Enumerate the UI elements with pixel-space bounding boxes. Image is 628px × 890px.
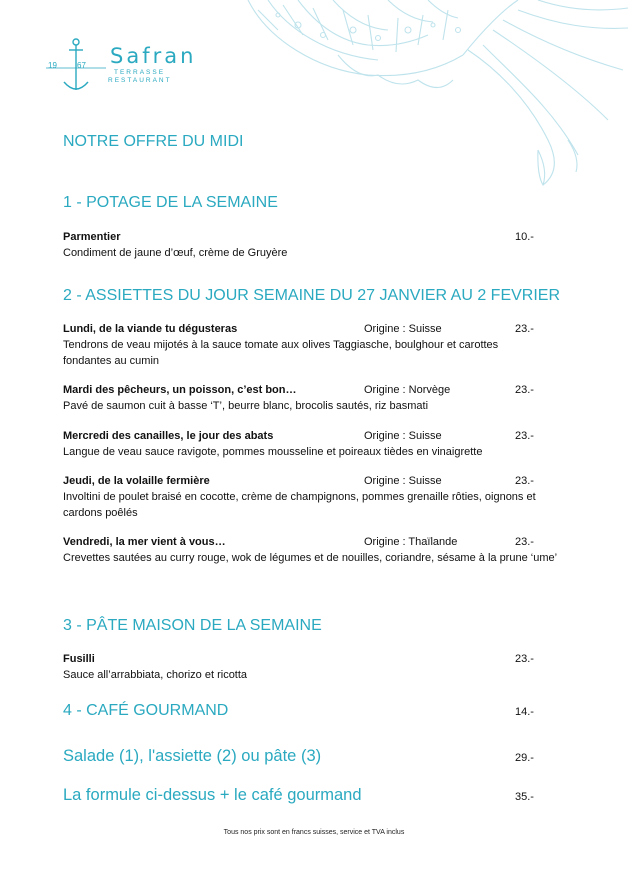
formula-label: Salade (1), l'assiette (2) ou pâte (3): [63, 747, 322, 765]
item-name: Mardi des pêcheurs, un poisson, c’est bon…: [63, 384, 297, 396]
item-name: Jeudi, de la volaille fermière: [63, 475, 210, 487]
section-heading-potage: 1 - POTAGE DE LA SEMAINE: [63, 194, 278, 211]
item-description: Condiment de jaune d’œuf, crème de Gruyère: [63, 247, 288, 259]
item-name: Parmentier: [63, 231, 121, 243]
section-heading-cafe: 4 - CAFÉ GOURMAND: [63, 702, 229, 719]
item-price: 23.-: [515, 430, 534, 442]
item-description: Sauce all’arrabbiata, chorizo et ricotta: [63, 669, 248, 681]
item-price: 23.-: [515, 475, 534, 487]
item-origin: Origine : Suisse: [364, 430, 442, 442]
item-price: 23.-: [515, 536, 534, 548]
item-description: Langue de veau sauce ravigote, pommes mousseline et poireaux tièdes en vinaigrette: [63, 446, 483, 458]
item-description: Crevettes sautées au curry rouge, wok de légumes et de nouilles, coriandre, sésame à la prune ‘ume’: [63, 552, 558, 564]
item-name: Lundi, de la viande tu dégusteras: [63, 323, 238, 335]
section-heading-pate: 3 - PÂTE MAISON DE LA SEMAINE: [63, 617, 322, 634]
brand-year-left: 19: [48, 61, 57, 70]
page-title: NOTRE OFFRE DU MIDI: [63, 133, 244, 150]
brand-subtitle-restaurant: RESTAURANT: [108, 77, 172, 84]
item-price: 23.-: [515, 384, 534, 396]
item-price: 23.-: [515, 323, 534, 335]
brand-name: Safran: [110, 44, 197, 68]
item-description: Involtini de poulet braisé en cocotte, crème de champignons, pommes grenaille rôties, oignons et cardons poêlés: [63, 491, 536, 519]
item-price: 10.-: [515, 231, 534, 243]
cafe-price: 14.-: [515, 706, 534, 718]
footer-note: Tous nos prix sont en francs suisses, service et TVA inclus: [223, 829, 405, 836]
formula-price: 35.-: [515, 791, 534, 803]
item-name: Fusilli: [63, 653, 95, 665]
brand-subtitle-terrasse: TERRASSE: [114, 69, 166, 76]
item-origin: Origine : Norvège: [364, 384, 451, 396]
item-price: 23.-: [515, 653, 534, 665]
formula-price: 29.-: [515, 752, 534, 764]
item-origin: Origine : Thaïlande: [364, 536, 458, 548]
item-description: Pavé de saumon cuit à basse ‘T’, beurre blanc, brocolis sautés, riz basmati: [63, 400, 429, 412]
item-description: Tendrons de veau mijotés à la sauce tomate aux olives Taggiasche, boulghour et carottes fondantes au cumin: [63, 339, 499, 367]
item-name: Mercredi des canailles, le jour des abats: [63, 430, 274, 442]
item-origin: Origine : Suisse: [364, 323, 442, 335]
formula-label: La formule ci-dessus + le café gourmand: [63, 786, 362, 804]
section-heading-assiettes: 2 - ASSIETTES DU JOUR SEMAINE DU 27 JANVIER AU 2 FEVRIER: [63, 287, 561, 304]
brand-year-right: 67: [77, 61, 86, 70]
item-name: Vendredi, la mer vient à vous…: [63, 536, 226, 548]
item-origin: Origine : Suisse: [364, 475, 442, 487]
jellyfish-illustration: [238, 0, 628, 200]
